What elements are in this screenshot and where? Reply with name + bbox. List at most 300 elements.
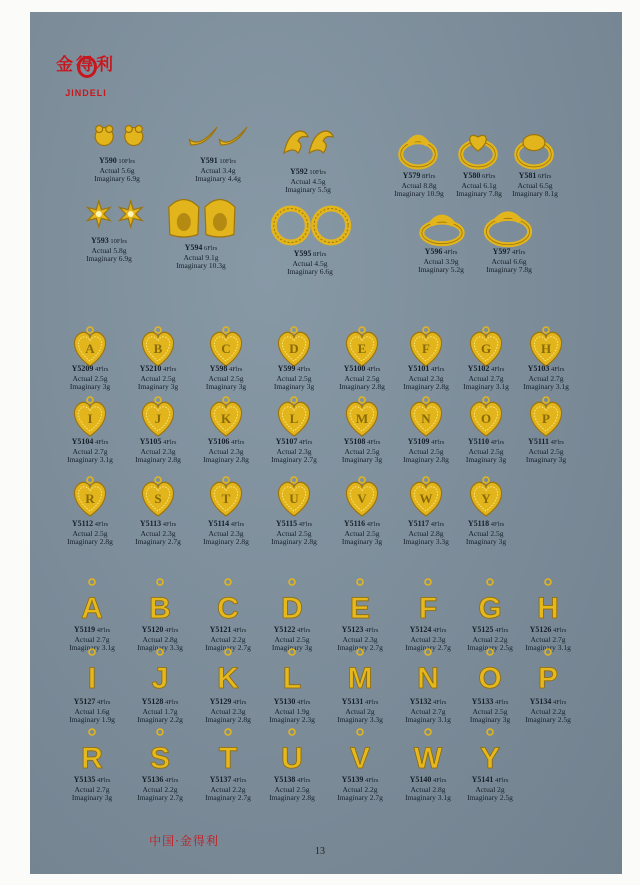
item-actual-weight: Actual 2.8g [408, 528, 444, 538]
item-actual-weight: Actual 4.5g [292, 258, 328, 268]
item-imaginary-weight: Imaginary 2.8g [135, 455, 181, 464]
item-code: Y5210 [139, 364, 162, 373]
heart-pendant-caption [120, 438, 196, 465]
item-actual-weight: Actual 6.6g [491, 256, 527, 266]
item-actual-weight: Actual 2.5g [274, 634, 310, 644]
item-imaginary-weight: Imaginary 3.3g [403, 537, 449, 546]
heart-pendant-letter: O [480, 411, 492, 426]
heart-pendant-image [205, 476, 247, 520]
item-flrs: 4Flrs [231, 777, 247, 784]
item-imaginary-weight: Imaginary 3.1g [69, 643, 115, 652]
heart-pendant-letter: P [542, 411, 550, 426]
item-code: Y5129 [209, 697, 232, 706]
heart-pendant-caption [256, 520, 332, 547]
item-actual-weight: Actual 8.8g [401, 180, 437, 190]
item-imaginary-weight: Imaginary 2.7g [205, 793, 251, 802]
item-flrs: 10Flrs [307, 169, 327, 176]
item-flrs: 4Flrs [489, 521, 505, 528]
item-actual-weight: Actual 2.3g [410, 634, 446, 644]
item-actual-weight: Actual 1.7g [142, 706, 178, 716]
item-actual-weight: Actual 3.9g [423, 256, 459, 266]
letter-pendant-letter: L [282, 662, 302, 694]
item-code: Y5140 [409, 775, 432, 784]
item-code: Y5102 [467, 364, 490, 373]
jewelry-image-star [76, 198, 152, 230]
letter-pendant-image [470, 648, 510, 694]
item-flrs: 4Flrs [489, 439, 505, 446]
item-code: Y5104 [71, 437, 94, 446]
letter-pendant-image [72, 578, 112, 624]
item-actual-weight: Actual 2.5g [472, 706, 508, 716]
item-code: Y5106 [207, 437, 230, 446]
letter-pendant-image [140, 578, 180, 624]
jewelry-image-bear [82, 120, 156, 150]
item-flrs: 4Flrs [429, 439, 445, 446]
item-actual-weight: Actual 2.3g [208, 528, 244, 538]
item-code: Y595 [293, 249, 312, 258]
letter-pendant-image [408, 728, 448, 774]
item-code: Y5123 [341, 625, 364, 634]
item-imaginary-weight: Imaginary 3g [69, 382, 111, 391]
letter-pendant-letter: U [281, 742, 303, 774]
item-code: Y5127 [73, 697, 96, 706]
item-flrs: 4Flrs [548, 439, 564, 446]
item-imaginary-weight: Imaginary 3.1g [523, 382, 569, 391]
item-imaginary-weight: Imaginary 3g [271, 643, 313, 652]
letter-pendant-image [528, 578, 568, 624]
item-imaginary-weight: Imaginary 3g [341, 537, 383, 546]
item-code: Y5118 [467, 519, 490, 528]
item-imaginary-weight: Imaginary 3.3g [137, 643, 183, 652]
item-code: Y5105 [139, 437, 162, 446]
item-actual-weight: Actual 2.5g [72, 373, 108, 383]
item-flrs: 10Flrs [116, 158, 136, 165]
item-imaginary-weight: Imaginary 8.1g [512, 189, 558, 198]
letter-pendant-letter: V [349, 742, 371, 774]
item-flrs: 4Flrs [93, 366, 109, 373]
heart-pendant-letter: A [85, 341, 95, 356]
item-flrs: 4Flrs [297, 439, 313, 446]
heart-pendant-letter: S [154, 491, 162, 506]
item-flrs: 4Flrs [510, 249, 526, 256]
letter-pendant-image [72, 728, 112, 774]
item-code: Y599 [277, 364, 296, 373]
item-actual-weight: Actual 2.2g [530, 706, 566, 716]
heart-pendant-caption [188, 365, 264, 392]
jewelry-image-dolphin [278, 125, 338, 165]
heart-pendant-caption [508, 365, 584, 392]
letter-pendant-image [470, 578, 510, 624]
item-imaginary-weight: Imaginary 6.9g [94, 174, 140, 183]
letter-pendant-letter: N [417, 662, 439, 694]
letter-pendant-image [408, 648, 448, 694]
item-actual-weight: Actual 2.5g [344, 446, 380, 456]
letter-pendant-image [140, 728, 180, 774]
item-flrs: 4Flrs [161, 521, 177, 528]
item-imaginary-weight: Imaginary 3.3g [337, 715, 383, 724]
heart-pendant-letter: B [153, 341, 163, 356]
item-code: Y591 [199, 156, 218, 165]
jewelry-image-ring-signet [510, 130, 558, 172]
item-imaginary-weight: Imaginary 2.8g [271, 537, 317, 546]
heart-pendant-caption [188, 438, 264, 465]
heart-pendant-letter: F [422, 341, 430, 356]
heart-pendant-image [137, 396, 179, 440]
letter-pendant-letter: B [149, 592, 171, 624]
item-code: Y5137 [209, 775, 232, 784]
item-code: Y5138 [273, 775, 296, 784]
item-imaginary-weight: Imaginary 3g [273, 382, 315, 391]
item-imaginary-weight: Imaginary 6.6g [287, 267, 333, 276]
jewelry-image-ring-heart [454, 130, 502, 172]
item-code: Y5125 [471, 625, 494, 634]
heart-pendant-letter: W [419, 491, 433, 506]
item-imaginary-weight: Imaginary 2.7g [205, 643, 251, 652]
item-flrs: 4Flrs [295, 366, 311, 373]
jewelry-image-ring-band [414, 212, 470, 248]
item-imaginary-weight: Imaginary 10.3g [176, 261, 226, 270]
item-code: Y5141 [471, 775, 494, 784]
item-flrs: 4Flrs [161, 439, 177, 446]
heart-pendant-letter: R [85, 491, 95, 506]
item-code: Y5131 [341, 697, 364, 706]
item-flrs: 4Flrs [429, 521, 445, 528]
letter-pendant-letter: T [218, 742, 238, 774]
item-imaginary-weight: Imaginary 5.5g [285, 185, 331, 194]
item-code: Y5139 [341, 775, 364, 784]
item-imaginary-weight: Imaginary 2.5g [525, 715, 571, 724]
letter-pendant-image [528, 648, 568, 694]
item-actual-weight: Actual 2.3g [208, 446, 244, 456]
item-imaginary-weight: Imaginary 2.7g [137, 793, 183, 802]
item-actual-weight: Actual 2.3g [140, 446, 176, 456]
letter-pendant-image [208, 578, 248, 624]
item-imaginary-weight: Imaginary 2.7g [337, 793, 383, 802]
item-imaginary-weight: Imaginary 3.1g [405, 715, 451, 724]
item-imaginary-weight: Imaginary 2.5g [467, 793, 513, 802]
item-imaginary-weight: Imaginary 5.2g [418, 265, 464, 274]
item-actual-weight: Actual 2.8g [142, 634, 178, 644]
item-code: Y5111 [528, 437, 549, 446]
item-flrs: 4Flrs [493, 627, 509, 634]
top-item-caption [72, 157, 162, 184]
letter-pendant-letter: O [478, 662, 502, 694]
letter-pendant-letter: G [478, 592, 502, 624]
letter-pendant-letter: C [217, 592, 239, 624]
item-actual-weight: Actual 2.2g [210, 784, 246, 794]
item-actual-weight: Actual 2.2g [142, 784, 178, 794]
item-actual-weight: Actual 5.8g [91, 245, 127, 255]
item-code: Y597 [492, 247, 511, 256]
item-imaginary-weight: Imaginary 3g [465, 537, 507, 546]
item-actual-weight: Actual 2.2g [472, 634, 508, 644]
item-code: Y592 [289, 167, 308, 176]
letter-pendant-letter: J [151, 662, 169, 694]
item-imaginary-weight: Imaginary 2.2g [137, 715, 183, 724]
item-actual-weight: Actual 2.3g [210, 706, 246, 716]
item-flrs: 4Flrs [551, 627, 567, 634]
letter-pendant-image [340, 578, 380, 624]
item-actual-weight: Actual 2.5g [528, 446, 564, 456]
item-flrs: 4Flrs [489, 366, 505, 373]
item-actual-weight: Actual 2.3g [408, 373, 444, 383]
heart-pendant-letter: D [289, 341, 299, 356]
heart-pendant-image [405, 396, 447, 440]
item-flrs: 4Flrs [549, 366, 565, 373]
item-flrs: 4Flrs [365, 366, 381, 373]
item-flrs: 4Flrs [442, 249, 458, 256]
item-flrs: 10Flrs [108, 238, 128, 245]
letter-pendant-image [408, 578, 448, 624]
brand-english-name: JINDELI [65, 88, 107, 98]
item-code: Y5121 [209, 625, 232, 634]
item-code: Y580 [462, 171, 481, 180]
item-actual-weight: Actual 2.5g [408, 446, 444, 456]
item-flrs: 8Flrs [311, 251, 327, 258]
item-code: Y5103 [527, 364, 550, 373]
item-flrs: 4Flrs [363, 627, 379, 634]
top-item-caption [64, 237, 154, 264]
item-code: Y5209 [71, 364, 94, 373]
item-code: Y593 [90, 236, 109, 245]
letter-pendant-letter: Y [479, 742, 501, 774]
top-item-caption [268, 168, 348, 195]
item-actual-weight: Actual 2.5g [208, 373, 244, 383]
item-code: Y5130 [273, 697, 296, 706]
item-code: Y5114 [207, 519, 230, 528]
item-code: Y5110 [467, 437, 490, 446]
letter-pendant-image [272, 728, 312, 774]
item-code: Y596 [424, 247, 443, 256]
letter-pendant-image [272, 578, 312, 624]
item-flrs: 4Flrs [95, 699, 111, 706]
item-actual-weight: Actual 2g [345, 706, 375, 716]
item-flrs: 4Flrs [295, 699, 311, 706]
letter-pendant-caption [254, 776, 330, 803]
heart-pendant-letter: E [357, 341, 367, 356]
heart-pendant-caption [120, 365, 196, 392]
jewelry-image-hoop [262, 198, 358, 248]
item-code: Y5101 [407, 364, 430, 373]
item-actual-weight: Actual 4.5g [290, 176, 326, 186]
item-imaginary-weight: Imaginary 3g [205, 382, 247, 391]
item-flrs: 4Flrs [363, 777, 379, 784]
footer-text: 中国·金得利 [149, 834, 219, 848]
top-item-caption [500, 172, 570, 199]
item-actual-weight: Actual 2.3g [140, 528, 176, 538]
letter-pendant-letter: E [349, 592, 371, 624]
top-item-caption [265, 250, 355, 277]
heart-pendant-image [525, 396, 567, 440]
item-code: Y5128 [141, 697, 164, 706]
letter-pendant-image [340, 728, 380, 774]
heart-pendant-caption [52, 520, 128, 547]
letter-pendant-caption [452, 776, 528, 803]
item-flrs: 4Flrs [161, 366, 177, 373]
item-imaginary-weight: Imaginary 10.9g [394, 189, 444, 198]
top-item-caption [474, 248, 544, 275]
item-flrs: 4Flrs [163, 627, 179, 634]
item-imaginary-weight: Imaginary 7.8g [486, 265, 532, 274]
heart-pendant-letter: I [87, 411, 93, 426]
item-imaginary-weight: Imaginary 3g [525, 455, 567, 464]
letter-pendant-letter: A [81, 592, 103, 624]
item-code: Y5109 [407, 437, 430, 446]
item-imaginary-weight: Imaginary 3g [341, 455, 383, 464]
item-actual-weight: Actual 2.7g [410, 706, 446, 716]
item-imaginary-weight: Imaginary 2.8g [205, 715, 251, 724]
item-actual-weight: Actual 5.6g [99, 165, 135, 175]
item-code: Y5122 [273, 625, 296, 634]
letter-pendant-image [208, 728, 248, 774]
item-actual-weight: Actual 2.7g [74, 784, 110, 794]
item-flrs: 4Flrs [229, 439, 245, 446]
heart-pendant-letter: N [421, 411, 431, 426]
item-flrs: 4Flrs [227, 366, 243, 373]
letter-pendant-image [140, 648, 180, 694]
item-code: Y581 [518, 171, 537, 180]
letter-pendant-letter: K [217, 662, 239, 694]
heart-pendant-caption [256, 438, 332, 465]
item-flrs: 8Flrs [420, 173, 436, 180]
item-imaginary-weight: Imaginary 2.7g [271, 455, 317, 464]
item-code: Y5133 [471, 697, 494, 706]
item-actual-weight: Actual 9.1g [183, 252, 219, 262]
item-imaginary-weight: Imaginary 3.1g [67, 455, 113, 464]
item-actual-weight: Actual 2.3g [276, 446, 312, 456]
item-imaginary-weight: Imaginary 2.7g [337, 643, 383, 652]
jewelry-image-chief [158, 192, 244, 242]
item-actual-weight: Actual 6.5g [517, 180, 553, 190]
item-actual-weight: Actual 2.5g [468, 528, 504, 538]
item-imaginary-weight: Imaginary 2.8g [269, 793, 315, 802]
heart-pendant-image [69, 396, 111, 440]
item-code: Y5115 [275, 519, 298, 528]
item-imaginary-weight: Imaginary 2.7g [135, 537, 181, 546]
item-imaginary-weight: Imaginary 2.5g [467, 643, 513, 652]
heart-pendant-image [205, 396, 247, 440]
letter-pendant-image [470, 728, 510, 774]
heart-pendant-letter: U [289, 491, 299, 506]
letter-pendant-caption [510, 698, 586, 725]
item-actual-weight: Actual 1.9g [274, 706, 310, 716]
item-flrs: 6Flrs [536, 173, 552, 180]
heart-pendant-image [341, 476, 383, 520]
item-flrs: 6Flrs [480, 173, 496, 180]
heart-pendant-image [137, 476, 179, 520]
item-code: Y5116 [343, 519, 366, 528]
heart-pendant-image [465, 476, 507, 520]
heart-pendant-image [69, 476, 111, 520]
heart-pendant-letter: G [480, 341, 492, 356]
heart-pendant-caption [52, 365, 128, 392]
item-actual-weight: Actual 2.5g [276, 528, 312, 538]
item-imaginary-weight: Imaginary 3.1g [463, 382, 509, 391]
heart-pendant-letter: C [221, 341, 231, 356]
item-imaginary-weight: Imaginary 3.1g [405, 793, 451, 802]
item-code: Y5120 [141, 625, 164, 634]
item-code: Y5136 [141, 775, 164, 784]
item-actual-weight: Actual 2.2g [342, 784, 378, 794]
item-flrs: 4Flrs [295, 777, 311, 784]
item-actual-weight: Actual 2.5g [276, 373, 312, 383]
item-flrs: 4Flrs [431, 627, 447, 634]
letter-pendant-image [272, 648, 312, 694]
item-code: Y5107 [275, 437, 298, 446]
item-imaginary-weight: Imaginary 2.7g [405, 643, 451, 652]
item-actual-weight: Actual 2.7g [72, 446, 108, 456]
heart-pendant-letter: T [221, 491, 231, 506]
letter-pendant-caption [54, 776, 130, 803]
item-actual-weight: Actual 1.6g [74, 706, 110, 716]
heart-pendant-letter: J [154, 411, 162, 426]
item-flrs: 4Flrs [95, 777, 111, 784]
item-code: Y5108 [343, 437, 366, 446]
item-actual-weight: Actual 2.5g [468, 446, 504, 456]
item-imaginary-weight: Imaginary 2.8g [403, 455, 449, 464]
item-flrs: 4Flrs [431, 699, 447, 706]
item-imaginary-weight: Imaginary 3g [137, 382, 179, 391]
jewelry-image-ring-band [478, 206, 538, 250]
item-imaginary-weight: Imaginary 7.8g [456, 189, 502, 198]
heart-pendant-image [465, 396, 507, 440]
jewelry-image-swoosh [184, 124, 252, 154]
heart-pendant-caption [188, 520, 264, 547]
jewelry-image-ring [394, 130, 442, 172]
letter-pendant-caption [122, 698, 198, 725]
item-flrs: 4Flrs [365, 439, 381, 446]
letter-pendant-letter: M [347, 662, 373, 694]
letter-pendant-letter: P [537, 662, 559, 694]
item-flrs: 4Flrs [493, 777, 509, 784]
letter-pendant-letter: I [87, 662, 97, 694]
heart-pendant-image [405, 476, 447, 520]
item-actual-weight: Actual 2.5g [344, 528, 380, 538]
top-item-caption [156, 244, 246, 271]
heart-pendant-letter: V [357, 491, 367, 506]
heart-pendant-image [273, 476, 315, 520]
item-code: Y5117 [407, 519, 430, 528]
item-actual-weight: Actual 2.7g [528, 373, 564, 383]
item-imaginary-weight: Imaginary 2.8g [67, 537, 113, 546]
item-flrs: 4Flrs [493, 699, 509, 706]
item-actual-weight: Actual 3.4g [200, 165, 236, 175]
letter-pendant-caption [54, 698, 130, 725]
item-imaginary-weight: Imaginary 4.4g [195, 174, 241, 183]
item-flrs: 4Flrs [231, 627, 247, 634]
item-imaginary-weight: Imaginary 3g [465, 455, 507, 464]
item-imaginary-weight: Imaginary 6.9g [86, 254, 132, 263]
item-imaginary-weight: Imaginary 2.8g [339, 382, 385, 391]
letter-pendant-caption [254, 698, 330, 725]
item-flrs: 4Flrs [163, 777, 179, 784]
item-actual-weight: Actual 2.8g [410, 784, 446, 794]
letter-pendant-letter: F [418, 592, 438, 624]
item-flrs: 4Flrs [551, 699, 567, 706]
brand-mark-icon [77, 56, 97, 78]
heart-pendant-letter: H [540, 341, 552, 356]
item-code: Y579 [402, 171, 421, 180]
item-flrs: 4Flrs [431, 777, 447, 784]
letter-pendant-image [72, 648, 112, 694]
item-flrs: 4Flrs [295, 627, 311, 634]
heart-pendant-caption [508, 438, 584, 465]
item-flrs: 10Flrs [217, 158, 237, 165]
heart-pendant-letter: Y [481, 491, 491, 506]
item-flrs: 4Flrs [163, 699, 179, 706]
item-actual-weight: Actual 2.7g [74, 634, 110, 644]
item-code: Y5132 [409, 697, 432, 706]
